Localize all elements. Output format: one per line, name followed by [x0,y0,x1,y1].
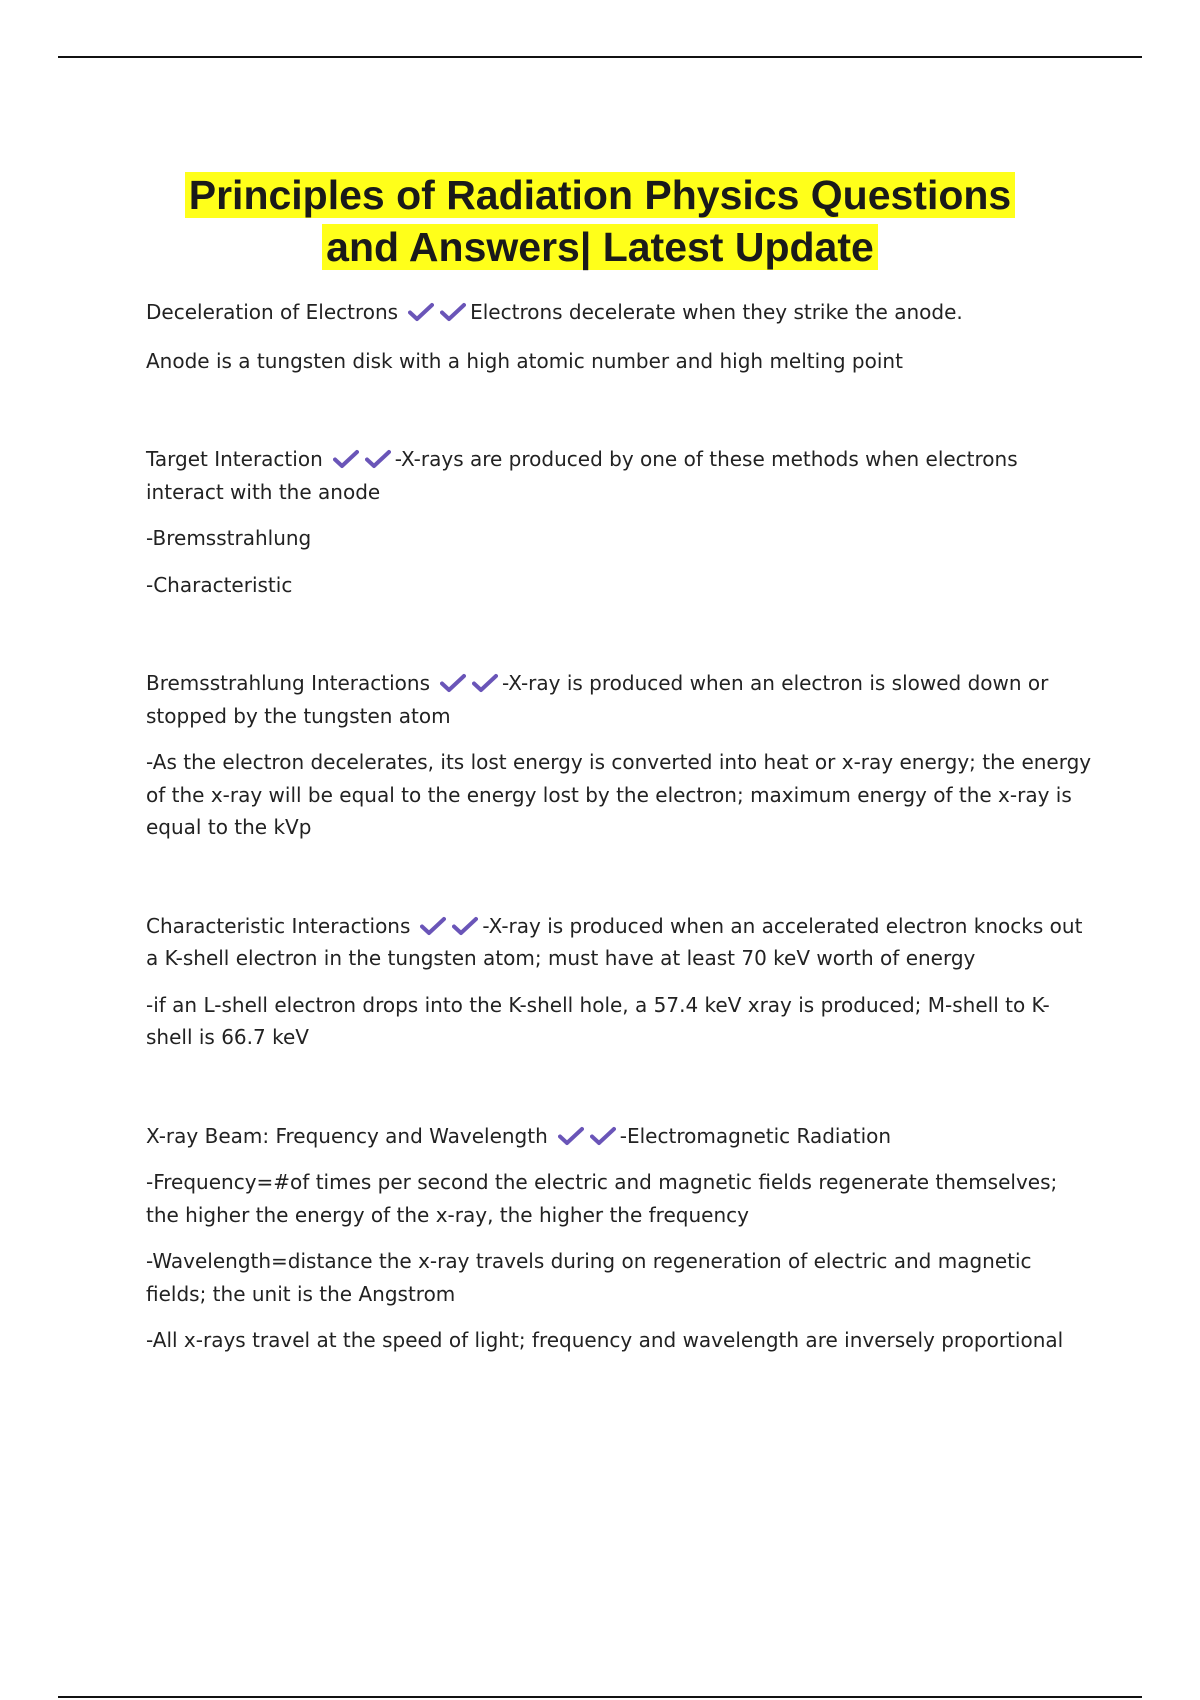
check-icon [420,916,446,936]
qa-term: Target Interaction [146,447,323,471]
check-icon [333,449,359,469]
check-icon [472,673,498,693]
qa-detail: -Bremsstrahlung [146,526,312,550]
qa-term: X-ray Beam: Frequency and Wavelength [146,1123,548,1148]
qa-detail: -All x-rays travel at the speed of light; frequency and wavelength are inversely proportional [146,1328,1064,1352]
qa-entry [146,910,1096,1054]
qa-question-line [146,296,1096,329]
qa-detail: -Frequency=#of times per second the electric and magnetic fields regenerate themselves; the higher the energy of the x-ray, the higher the frequency [146,1170,1058,1227]
qa-question-line [146,1120,1096,1153]
qa-term: Bremsstrahlung Interactions [146,671,431,695]
qa-question-line [146,667,1096,732]
qa-detail: -Characteristic [146,572,293,597]
qa-question-line [146,910,1096,975]
qa-question-line [146,443,1096,508]
title-line-1: Principles of Radiation Physics Questions [185,172,1015,218]
qa-detail: -if an L-shell electron drops into the K-shell hole, a 57.4 keV xray is produced; M-shell to K-shell is 66.7 keV [146,992,1050,1049]
qa-term: Deceleration of Electrons [146,300,399,324]
qa-entry [146,296,1096,377]
qa-detail: Anode is a tungsten disk with a high atomic number and high melting point [146,348,903,373]
qa-answer: -X-ray is produced when an electron is slowed down or stopped by the tungsten atom [146,671,1049,728]
bottom-divider [58,1696,1142,1698]
qa-entry [146,443,1096,601]
qa-answer: -X-rays are produced by one of these methods when electrons interact with the anode [146,447,1018,504]
qa-list [146,296,1096,1357]
qa-entry [146,667,1096,844]
qa-detail: -Wavelength=distance the x-ray travels during on regeneration of electric and magnetic fields; the unit is the Angstrom [146,1249,1032,1306]
top-divider [58,56,1142,58]
check-icon [558,1126,584,1146]
qa-term: Characteristic Interactions [146,913,411,938]
check-icon [365,449,391,469]
check-icon [590,1126,616,1146]
check-icon [440,302,466,322]
page-title [60,169,1140,273]
check-icon [452,916,478,936]
qa-detail: -As the electron decelerates, its lost energy is converted into heat or x-ray energy; the energy of the x-ray will be equal to the energy lost by the electron; maximum energy of the x-ray is equal to the kVp [146,750,1092,839]
title-line-2: and Answers| Latest Update [322,224,878,270]
qa-answer: Electrons decelerate when they strike the anode. [470,300,963,324]
check-icon [440,673,466,693]
qa-answer: -X-ray is produced when an accelerated electron knocks out a K-shell electron in the tungsten atom; must have at least 70 keV worth of energy [146,913,1083,970]
qa-answer: -Electromagnetic Radiation [619,1123,892,1148]
qa-entry [146,1120,1096,1357]
check-icon [408,302,434,322]
